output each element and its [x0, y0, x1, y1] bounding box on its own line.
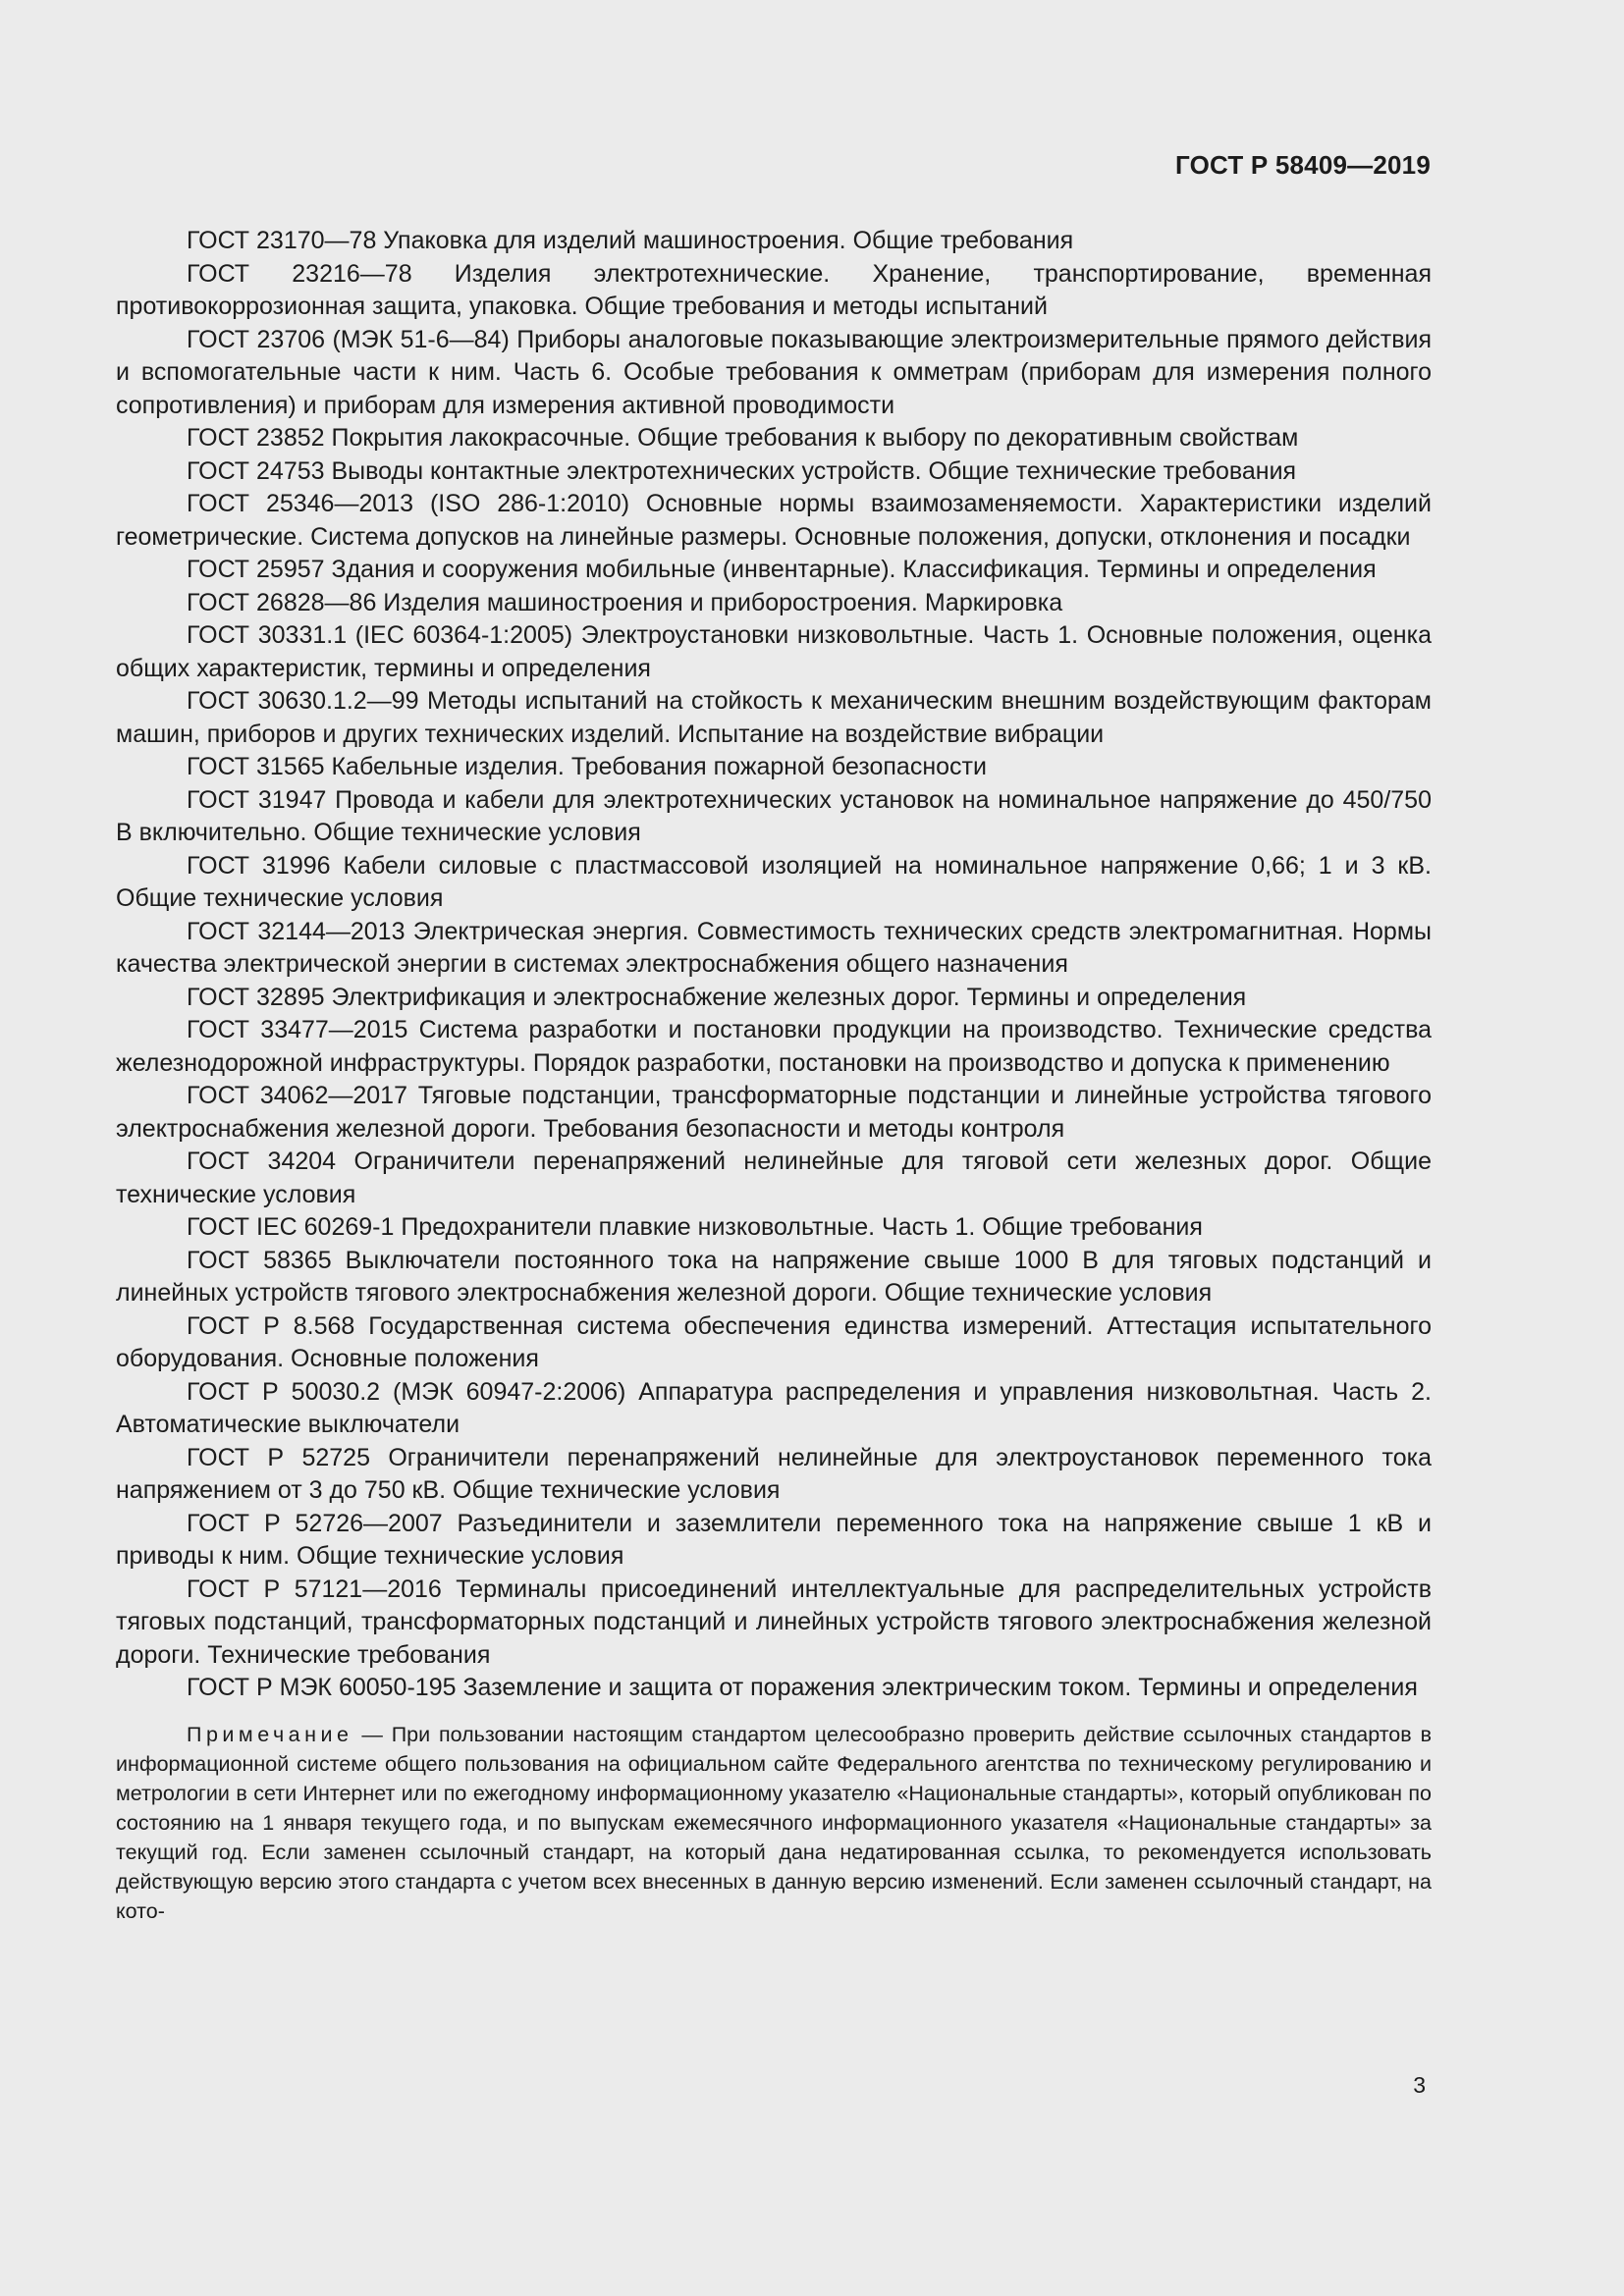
reference-item: ГОСТ 58365 Выключатели постоянного тока на напряжение свыше 1000 В для тяговых подстанций и линейных устройств тягового электроснабжения железной дороги. Общие технические условия — [116, 1246, 1432, 1307]
document-code: ГОСТ Р 58409—2019 — [1175, 150, 1431, 180]
reference-item: ГОСТ 30331.1 (IEC 60364-1:2005) Электроустановки низковольтные. Часть 1. Основные положения, оценка общих характеристик, термины и определения — [116, 621, 1432, 682]
reference-item: ГОСТ Р 52726—2007 Разъединители и заземлители переменного тока на напряжение свыше 1 кВ и приводы к ним. Общие технические условия — [116, 1509, 1432, 1570]
reference-item: ГОСТ 23216—78 Изделия электротехнические. Хранение, транспортирование, временная противокоррозионная защита, упаковка. Общие требования и методы испытаний — [116, 259, 1432, 320]
reference-item: ГОСТ 23852 Покрытия лакокрасочные. Общие требования к выбору по декоративным свойствам — [187, 424, 1299, 452]
reference-item: ГОСТ 34204 Ограничители перенапряжений нелинейные для тяговой сети железных дорог. Общие технические условия — [116, 1148, 1432, 1208]
reference-item: ГОСТ Р 50030.2 (МЭК 60947-2:2006) Аппаратура распределения и управления низковольтная. Часть 2. Автоматические выключатели — [116, 1377, 1432, 1438]
reference-item: ГОСТ 31996 Кабели силовые с пластмассовой изоляцией на номинальное напряжение 0,66; 1 и 3 кВ. Общие технические условия — [116, 851, 1432, 912]
reference-item: ГОСТ Р МЭК 60050-195 Заземление и защита от поражения электрическим током. Термины и определения — [187, 1674, 1418, 1701]
normative-references-list — [116, 225, 1432, 1705]
reference-item: ГОСТ 32895 Электрификация и электроснабжение железных дорог. Термины и определения — [187, 983, 1247, 1011]
reference-item: ГОСТ 32144—2013 Электрическая энергия. Совместимость технических средств электромагнитная. Нормы качества электрической энергии в системах электроснабжения общего назначения — [116, 917, 1432, 978]
reference-item: ГОСТ 31947 Провода и кабели для электротехнических установок на номинальное напряжение до 450/750 В включительно. Общие технические условия — [116, 785, 1432, 846]
note-text: — При пользовании настоящим стандартом целесообразно проверить действие ссылочных стандартов в информационной системе общего пользования на официальном сайте Федерального агентства по техническому регулированию и метрологии в сети Интернет или по ежегодному информационному указателю «Национальные стандарты», который опубликован по состоянию на 1 января текущего года, и по выпускам ежемесячного информационного указателя «Национальные стандарты» за текущий год. Если заменен ссылочный стандарт, на который дана недатированная ссылка, то рекомендуется использовать действующую версию этого стандарта с учетом всех внесенных в данную версию изменений. Если заменен ссылочный стандарт, на кото- — [116, 1722, 1432, 1923]
page-number: 3 — [1413, 2072, 1426, 2098]
reference-item: ГОСТ 23170—78 Упаковка для изделий машиностроения. Общие требования — [187, 227, 1074, 254]
reference-item: ГОСТ 34062—2017 Тяговые подстанции, трансформаторные подстанции и линейные устройства тягового электроснабжения железной дороги. Требования безопасности и методы контроля — [116, 1082, 1432, 1143]
reference-item: ГОСТ 25957 Здания и сооружения мобильные (инвентарные). Классификация. Термины и определения — [187, 556, 1377, 583]
reference-item: ГОСТ 31565 Кабельные изделия. Требования пожарной безопасности — [187, 753, 987, 780]
page-content — [116, 225, 1432, 1947]
reference-item: ГОСТ 26828—86 Изделия машиностроения и приборостроения. Маркировка — [187, 588, 1063, 616]
reference-item: ГОСТ Р 57121—2016 Терминалы присоединений интеллектуальные для распределительных устройств тяговых подстанций, трансформаторных подстанций и линейных устройств тягового электроснабжения железной дороги. Технические требования — [116, 1575, 1432, 1669]
reference-item: ГОСТ Р 52725 Ограничители перенапряжений нелинейные для электроустановок переменного тока напряжением от 3 до 750 кВ. Общие технические условия — [116, 1443, 1432, 1504]
reference-item: ГОСТ 24753 Выводы контактные электротехнических устройств. Общие технические требования — [187, 456, 1297, 485]
note-paragraph — [116, 1720, 1432, 1926]
reference-item: ГОСТ IEC 60269-1 Предохранители плавкие низковольтные. Часть 1. Общие требования — [187, 1213, 1203, 1241]
reference-item: ГОСТ 23706 (МЭК 51-6—84) Приборы аналоговые показывающие электроизмерительные прямого действия и вспомогательные части к ним. Часть 6. Особые требования к омметрам (приборам для измерения полного сопротивления) и приборам для измерения активной проводимости — [116, 325, 1432, 419]
reference-item: ГОСТ 33477—2015 Система разработки и постановки продукции на производство. Технические средства железнодорожной инфраструктуры. Порядок разработки, постановки на производство и допуска к применению — [116, 1016, 1432, 1077]
reference-item: ГОСТ 25346—2013 (ISO 286-1:2010) Основные нормы взаимозаменяемости. Характеристики изделий геометрические. Система допусков на линейные размеры. Основные положения, допуски, отклонения и посадки — [116, 490, 1432, 551]
reference-item: ГОСТ Р 8.568 Государственная система обеспечения единства измерений. Аттестация испытательного оборудования. Основные положения — [116, 1311, 1432, 1372]
note-label: Примечание — [187, 1722, 353, 1746]
reference-item: ГОСТ 30630.1.2—99 Методы испытаний на стойкость к механическим внешним воздействующим факторам машин, приборов и других технических изделий. Испытание на воздействие вибрации — [116, 687, 1432, 748]
